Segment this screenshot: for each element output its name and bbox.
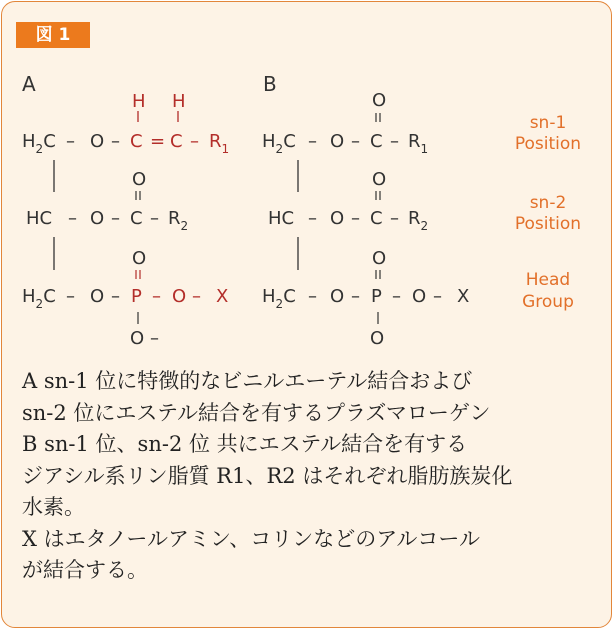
sn1-label-line2: Position [514, 134, 582, 154]
sn2-label-line1: sn-2 [529, 193, 567, 213]
b-row2-dash1: – [308, 208, 317, 229]
a-row2-oxygen: O [90, 208, 105, 229]
a-row1-h2c: $H_2C$ [22, 131, 56, 156]
caption-line: が結合する。 [22, 558, 148, 582]
a-hydrogen-2: H [172, 91, 186, 112]
figure-label: 図 1 [16, 22, 90, 48]
a-row3-oxygen: O [90, 286, 105, 307]
b-row1-dash3: – [390, 131, 399, 152]
b-row1-oxygen: O [330, 131, 345, 152]
caption-line: A sn-1 位に特徴的なビニルエーテル結合および [22, 369, 473, 393]
head-label-line1: Head [525, 270, 571, 290]
a-row1-dash3: – [190, 131, 199, 152]
b-row3-h2c: $H_2C$ [262, 286, 296, 311]
a-row2-r2: $R_2$ [168, 208, 189, 233]
b-row2-carbon: C [370, 208, 383, 229]
caption-line: X はエタノールアミン、コリンなどのアルコール [22, 526, 481, 551]
b-row3-dash2: – [351, 286, 360, 307]
a-row3-phosphorus: P [131, 286, 142, 307]
a-row1-double-bond: = [150, 131, 166, 152]
a-row3-dash2: – [111, 286, 120, 307]
a-row1-carbon2: C [170, 131, 183, 152]
a-row2-carbon: C [130, 208, 143, 229]
b-row2-hc: HC [268, 208, 295, 229]
a-row3-dash4: – [192, 286, 201, 307]
b-row1-r1: $R_1$ [408, 131, 429, 156]
a-row3-phosphoryl-oxygen: O [132, 248, 147, 269]
caption [22, 366, 607, 587]
a-row1-carbon1: C [130, 131, 143, 152]
chemical-structures [2, 2, 611, 362]
figure-panel [1, 1, 612, 628]
a-row3-dash1: – [66, 286, 75, 307]
a-row2-carbonyl-oxygen: O [132, 169, 147, 190]
a-row1-r1: $R_1$ [209, 131, 230, 156]
a-row2-dash3: – [150, 208, 159, 229]
b-row1-h2c: $H_2C$ [262, 131, 296, 156]
caption-line: 水素。 [22, 495, 85, 519]
b-row4-oxygen: O [370, 328, 385, 349]
b-row2-oxygen: O [330, 208, 345, 229]
head-label-line2: Group [522, 292, 574, 312]
a-row2-hc: HC [26, 208, 53, 229]
b-row1-dash2: – [351, 131, 360, 152]
a-row4-charge: – [150, 328, 159, 349]
a-row3-x: X [216, 286, 229, 307]
b-row3-dash3: – [392, 286, 401, 307]
sn1-label-line1: sn-1 [529, 113, 567, 133]
caption-line: sn-2 位にエステル結合を有するプラズマローゲン [22, 400, 491, 425]
b-row2-carbonyl-oxygen: O [372, 169, 387, 190]
a-hydrogen-1: H [132, 91, 146, 112]
panel-b-label: B [263, 72, 277, 96]
a-row3-h2c: $H_2C$ [22, 286, 56, 311]
a-row3-dash3: – [152, 286, 161, 307]
b-row2-dash3: – [390, 208, 399, 229]
b-row3-phosphorus: P [371, 286, 382, 307]
a-row3-oxygen2: O [172, 286, 187, 307]
a-row1-dash1: – [66, 131, 75, 152]
panel-a-label: A [22, 72, 36, 96]
b-row3-oxygen2: O [412, 286, 427, 307]
caption-line: ジアシル系リン脂質 R1、R2 はそれぞれ脂肪族炭化 [22, 463, 513, 488]
b-row1-carbon: C [370, 131, 383, 152]
a-row2-dash1: – [68, 208, 77, 229]
a-row1-dash2: – [111, 131, 120, 152]
a-row4-oxygen: O [130, 328, 145, 349]
b-row3-oxygen: O [330, 286, 345, 307]
caption-line: B sn-1 位、sn-2 位 共にエステル結合を有する [22, 432, 468, 456]
sn2-label-line2: Position [514, 214, 582, 234]
b-row1-carbonyl-oxygen: O [372, 90, 387, 111]
b-row3-phosphoryl-oxygen: O [372, 248, 387, 269]
b-row2-r2: $R_2$ [408, 208, 429, 233]
a-row2-dash2: – [111, 208, 120, 229]
b-row3-x: X [457, 286, 470, 307]
b-row3-dash1: – [308, 286, 317, 307]
b-row1-dash1: – [308, 131, 317, 152]
b-row2-dash2: – [351, 208, 360, 229]
a-row1-oxygen: O [90, 131, 105, 152]
b-row3-dash4: – [433, 286, 442, 307]
